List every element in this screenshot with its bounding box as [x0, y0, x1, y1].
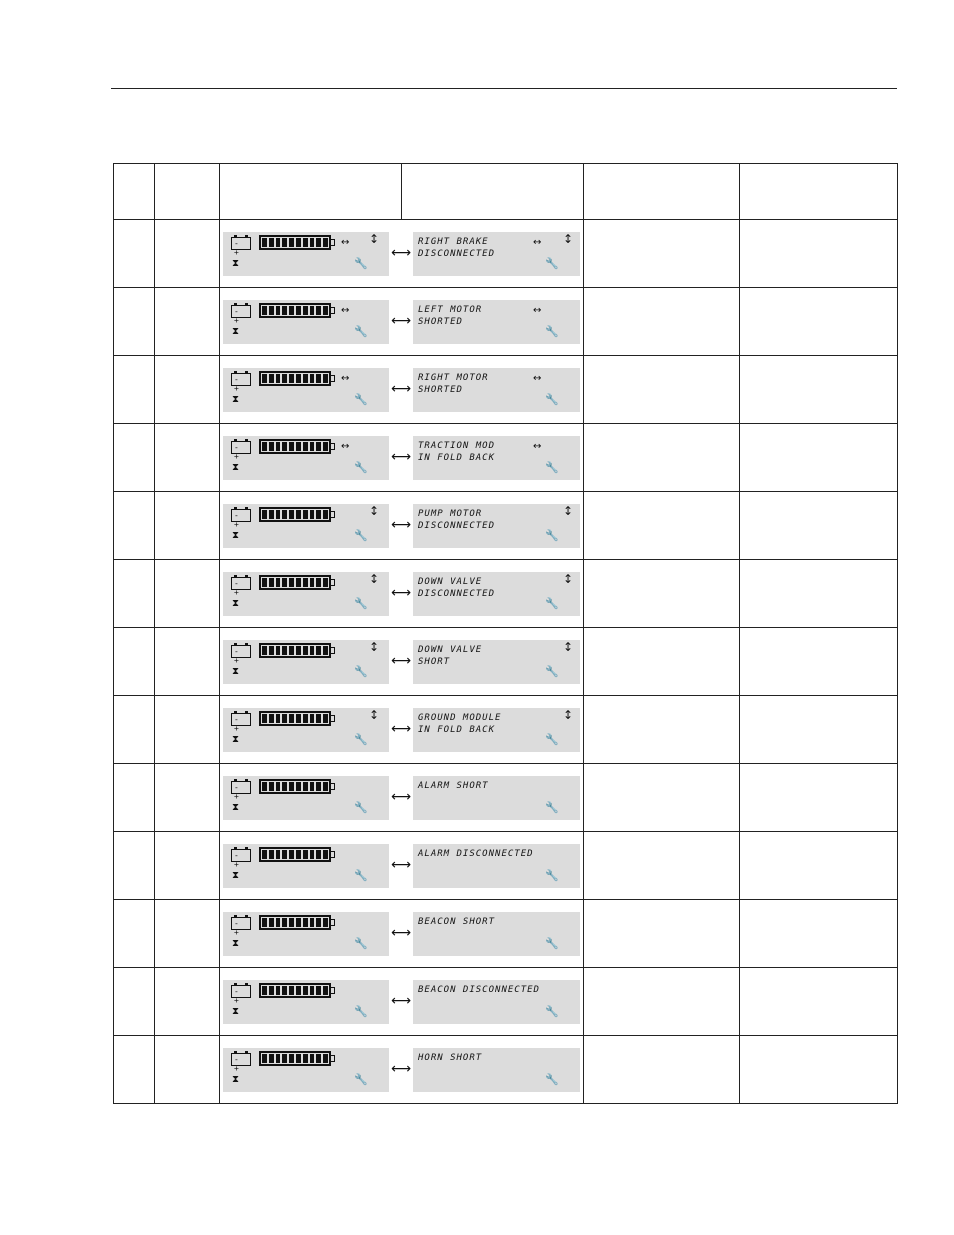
fault-line-2: SHORTED — [418, 385, 463, 395]
cell-blank-5 — [584, 900, 740, 968]
valve-out-icon: ↕ — [369, 708, 380, 722]
display-cell — [220, 560, 584, 628]
fault-message — [418, 576, 495, 600]
battery-gauge — [259, 643, 331, 658]
wrench-icon: 🔧 — [545, 597, 559, 610]
cell-blank-6 — [740, 356, 898, 424]
double-arrow-icon: ⟷ — [390, 585, 412, 601]
cell-blank-6 — [740, 696, 898, 764]
battery-gauge — [259, 1051, 331, 1066]
double-arrow-icon: ⟷ — [390, 517, 412, 533]
battery-gauge — [259, 575, 331, 590]
valve-out-icon: ↕ — [563, 572, 574, 586]
table-row — [114, 492, 898, 560]
valve-out-icon: ↕ — [563, 504, 574, 518]
hourglass-icon: ⧗ — [232, 870, 240, 881]
cell-blank-2 — [155, 356, 220, 424]
table-row — [114, 1036, 898, 1104]
battery-gauge-tip — [331, 307, 335, 314]
valve-out-icon: ↕ — [563, 640, 574, 654]
battery-gauge — [259, 235, 331, 250]
battery-gauge-tip — [331, 511, 335, 518]
table-row — [114, 424, 898, 492]
cell-blank-6 — [740, 764, 898, 832]
lcd-panel-fault — [413, 300, 580, 344]
wrench-icon: 🔧 — [545, 869, 559, 882]
motor-out-icon: ↔ — [341, 237, 349, 248]
wrench-icon: 🔧 — [354, 869, 368, 882]
cell-blank-5 — [584, 220, 740, 288]
battery-gauge-tip — [331, 647, 335, 654]
lcd-panel-fault — [413, 844, 580, 888]
table-row — [114, 560, 898, 628]
hourglass-icon: ⧗ — [232, 734, 240, 745]
valve-out-icon: ↕ — [369, 504, 380, 518]
lcd-panel-fault — [413, 912, 580, 956]
table-row — [114, 288, 898, 356]
double-arrow-icon: ⟷ — [390, 993, 412, 1009]
wrench-icon: 🔧 — [354, 1073, 368, 1086]
cell-blank-5 — [584, 628, 740, 696]
double-arrow-icon: ⟷ — [390, 925, 412, 941]
wrench-icon: 🔧 — [354, 257, 368, 270]
display-cell — [220, 968, 584, 1036]
fault-message — [418, 780, 489, 792]
valve-out-icon: ↕ — [369, 640, 380, 654]
double-arrow-icon: ⟷ — [390, 857, 412, 873]
fault-message — [418, 508, 495, 532]
cell-blank-2 — [155, 696, 220, 764]
fault-line-1: DOWN VALVE — [418, 577, 483, 587]
motor-out-icon: ↔ — [341, 373, 349, 384]
fault-line-1: TRACTION MOD — [418, 441, 496, 451]
display-cell — [220, 832, 584, 900]
wrench-icon: 🔧 — [545, 461, 559, 474]
display-cell — [220, 764, 584, 832]
cell-blank-6 — [740, 288, 898, 356]
lcd-panel-normal — [223, 504, 389, 548]
wrench-icon: 🔧 — [354, 597, 368, 610]
fault-line-2: DISCONNECTED — [418, 521, 496, 531]
wrench-icon: 🔧 — [545, 665, 559, 678]
fault-line-1: LEFT MOTOR — [418, 305, 483, 315]
cell-blank-5 — [584, 492, 740, 560]
display-cell — [220, 628, 584, 696]
battery-gauge — [259, 371, 331, 386]
display-cell — [220, 288, 584, 356]
cell-blank-6 — [740, 900, 898, 968]
battery-icon: - + — [231, 781, 251, 794]
cell-blank-5 — [584, 832, 740, 900]
wrench-icon: 🔧 — [545, 325, 559, 338]
fault-message — [418, 236, 495, 260]
cell-blank-1 — [114, 628, 155, 696]
battery-icon: - + — [231, 917, 251, 930]
header-cell-2 — [155, 164, 220, 220]
fault-message — [418, 916, 495, 928]
wrench-icon: 🔧 — [354, 733, 368, 746]
cell-blank-5 — [584, 560, 740, 628]
cell-blank-2 — [155, 288, 220, 356]
cell-blank-5 — [584, 968, 740, 1036]
cell-blank-1 — [114, 764, 155, 832]
battery-gauge-tip — [331, 919, 335, 926]
double-arrow-icon: ⟷ — [390, 721, 412, 737]
battery-icon: - + — [231, 849, 251, 862]
display-cell — [220, 492, 584, 560]
table-row — [114, 832, 898, 900]
battery-gauge — [259, 439, 331, 454]
fault-message — [418, 440, 495, 464]
fault-line-2: IN FOLD BACK — [418, 725, 496, 735]
cell-blank-2 — [155, 560, 220, 628]
cell-blank-1 — [114, 220, 155, 288]
cell-blank-2 — [155, 968, 220, 1036]
cell-blank-2 — [155, 424, 220, 492]
lcd-panel-normal — [223, 1048, 389, 1092]
display-cell — [220, 220, 584, 288]
battery-icon: - + — [231, 985, 251, 998]
header-cell-6 — [740, 164, 898, 220]
valve-out-icon: ↕ — [563, 708, 574, 722]
cell-blank-1 — [114, 424, 155, 492]
battery-gauge — [259, 983, 331, 998]
valve-out-icon: ↕ — [369, 232, 380, 246]
fault-line-1: BEACON SHORT — [418, 917, 496, 927]
lcd-panel-normal — [223, 980, 389, 1024]
table-row — [114, 764, 898, 832]
lcd-panel-fault — [413, 776, 580, 820]
wrench-icon: 🔧 — [545, 257, 559, 270]
wrench-icon: 🔧 — [354, 801, 368, 814]
fault-line-1: GROUND MODULE — [418, 713, 502, 723]
fault-line-2: DISCONNECTED — [418, 589, 496, 599]
header-cell-1 — [114, 164, 155, 220]
lcd-panel-fault — [413, 436, 580, 480]
fault-message — [418, 644, 482, 668]
wrench-icon: 🔧 — [354, 461, 368, 474]
hourglass-icon: ⧗ — [232, 666, 240, 677]
double-arrow-icon: ⟷ — [390, 449, 412, 465]
hourglass-icon: ⧗ — [232, 462, 240, 473]
table-row — [114, 220, 898, 288]
lcd-panel-fault — [413, 708, 580, 752]
fault-line-1: RIGHT BRAKE — [418, 237, 489, 247]
header-cell-3 — [220, 164, 402, 220]
fault-line-2: IN FOLD BACK — [418, 453, 496, 463]
fault-line-2: SHORT — [418, 657, 451, 667]
battery-gauge — [259, 303, 331, 318]
hourglass-icon: ⧗ — [232, 530, 240, 541]
header-rule — [111, 88, 897, 89]
cell-blank-1 — [114, 696, 155, 764]
fault-message — [418, 712, 501, 736]
cell-blank-6 — [740, 560, 898, 628]
cell-blank-2 — [155, 900, 220, 968]
cell-blank-5 — [584, 288, 740, 356]
lcd-panel-normal — [223, 368, 389, 412]
cell-blank-1 — [114, 832, 155, 900]
motor-out-icon: ↔ — [533, 373, 541, 384]
wrench-icon: 🔧 — [545, 1073, 559, 1086]
lcd-panel-normal — [223, 708, 389, 752]
display-cell — [220, 356, 584, 424]
battery-gauge — [259, 711, 331, 726]
double-arrow-icon: ⟷ — [390, 789, 412, 805]
wrench-icon: 🔧 — [545, 529, 559, 542]
display-cell — [220, 1036, 584, 1104]
battery-gauge-tip — [331, 715, 335, 722]
battery-gauge-tip — [331, 1055, 335, 1062]
hourglass-icon: ⧗ — [232, 598, 240, 609]
display-cell — [220, 424, 584, 492]
motor-out-icon: ↔ — [341, 441, 349, 452]
fault-line-1: PUMP MOTOR — [418, 509, 483, 519]
cell-blank-1 — [114, 356, 155, 424]
battery-gauge-tip — [331, 443, 335, 450]
cell-blank-6 — [740, 968, 898, 1036]
double-arrow-icon: ⟷ — [390, 1061, 412, 1077]
motor-out-icon: ↔ — [341, 305, 349, 316]
valve-out-icon: ↕ — [369, 572, 380, 586]
fault-line-1: ALARM DISCONNECTED — [418, 849, 534, 859]
motor-out-icon: ↔ — [533, 441, 541, 452]
lcd-panel-fault — [413, 1048, 580, 1092]
wrench-icon: 🔧 — [545, 393, 559, 406]
display-cell — [220, 900, 584, 968]
cell-blank-1 — [114, 288, 155, 356]
lcd-panel-normal — [223, 776, 389, 820]
hourglass-icon: ⧗ — [232, 1006, 240, 1017]
cell-blank-6 — [740, 832, 898, 900]
battery-gauge-tip — [331, 375, 335, 382]
battery-gauge-tip — [331, 579, 335, 586]
cell-blank-6 — [740, 628, 898, 696]
cell-blank-2 — [155, 1036, 220, 1104]
wrench-icon: 🔧 — [354, 665, 368, 678]
motor-out-icon: ↔ — [533, 305, 541, 316]
lcd-panel-normal — [223, 640, 389, 684]
cell-blank-1 — [114, 560, 155, 628]
fault-line-2: SHORTED — [418, 317, 463, 327]
table-row — [114, 900, 898, 968]
wrench-icon: 🔧 — [545, 733, 559, 746]
lcd-panel-normal — [223, 572, 389, 616]
table-header-row — [114, 164, 898, 220]
lcd-panel-normal — [223, 844, 389, 888]
valve-out-icon: ↕ — [563, 232, 574, 246]
cell-blank-5 — [584, 696, 740, 764]
motor-out-icon: ↔ — [533, 237, 541, 248]
fault-line-1: RIGHT MOTOR — [418, 373, 489, 383]
cell-blank-5 — [584, 424, 740, 492]
battery-icon: - + — [231, 441, 251, 454]
battery-gauge — [259, 847, 331, 862]
wrench-icon: 🔧 — [354, 937, 368, 950]
battery-icon: - + — [231, 577, 251, 590]
table-row — [114, 968, 898, 1036]
fault-line-1: BEACON DISCONNECTED — [418, 985, 540, 995]
battery-gauge — [259, 915, 331, 930]
battery-gauge-tip — [331, 239, 335, 246]
wrench-icon: 🔧 — [354, 529, 368, 542]
header-cell-5 — [584, 164, 740, 220]
table-row — [114, 628, 898, 696]
fault-message — [418, 1052, 482, 1064]
fault-line-1: DOWN VALVE — [418, 645, 483, 655]
display-cell — [220, 696, 584, 764]
lcd-panel-fault — [413, 640, 580, 684]
header-cell-4 — [402, 164, 584, 220]
cell-blank-6 — [740, 424, 898, 492]
cell-blank-5 — [584, 1036, 740, 1104]
battery-icon: - + — [231, 373, 251, 386]
lcd-panel-normal — [223, 912, 389, 956]
wrench-icon: 🔧 — [354, 325, 368, 338]
cell-blank-1 — [114, 492, 155, 560]
fault-line-2: DISCONNECTED — [418, 249, 496, 259]
lcd-panel-normal — [223, 300, 389, 344]
lcd-panel-fault — [413, 504, 580, 548]
wrench-icon: 🔧 — [545, 937, 559, 950]
double-arrow-icon: ⟷ — [390, 245, 412, 261]
battery-icon: - + — [231, 305, 251, 318]
cell-blank-5 — [584, 764, 740, 832]
fault-display-table — [113, 163, 898, 1104]
battery-icon: - + — [231, 713, 251, 726]
cell-blank-2 — [155, 492, 220, 560]
lcd-panel-fault — [413, 980, 580, 1024]
hourglass-icon: ⧗ — [232, 938, 240, 949]
fault-message — [418, 848, 534, 860]
fault-line-1: ALARM SHORT — [418, 781, 489, 791]
cell-blank-1 — [114, 900, 155, 968]
lcd-panel-fault — [413, 572, 580, 616]
wrench-icon: 🔧 — [545, 1005, 559, 1018]
wrench-icon: 🔧 — [545, 801, 559, 814]
battery-gauge-tip — [331, 783, 335, 790]
wrench-icon: 🔧 — [354, 393, 368, 406]
cell-blank-1 — [114, 1036, 155, 1104]
battery-icon: - + — [231, 1053, 251, 1066]
cell-blank-2 — [155, 220, 220, 288]
hourglass-icon: ⧗ — [232, 394, 240, 405]
double-arrow-icon: ⟷ — [390, 653, 412, 669]
cell-blank-2 — [155, 832, 220, 900]
battery-icon: - + — [231, 237, 251, 250]
battery-icon: - + — [231, 645, 251, 658]
double-arrow-icon: ⟷ — [390, 381, 412, 397]
lcd-panel-normal — [223, 232, 389, 276]
battery-gauge-tip — [331, 851, 335, 858]
table-row — [114, 356, 898, 424]
table-row — [114, 696, 898, 764]
wrench-icon: 🔧 — [354, 1005, 368, 1018]
lcd-panel-normal — [223, 436, 389, 480]
battery-gauge — [259, 779, 331, 794]
battery-gauge-tip — [331, 987, 335, 994]
hourglass-icon: ⧗ — [232, 326, 240, 337]
cell-blank-6 — [740, 1036, 898, 1104]
hourglass-icon: ⧗ — [232, 802, 240, 813]
cell-blank-2 — [155, 764, 220, 832]
lcd-panel-fault — [413, 232, 580, 276]
cell-blank-6 — [740, 220, 898, 288]
cell-blank-2 — [155, 628, 220, 696]
fault-message — [418, 304, 482, 328]
hourglass-icon: ⧗ — [232, 258, 240, 269]
cell-blank-1 — [114, 968, 155, 1036]
lcd-panel-fault — [413, 368, 580, 412]
hourglass-icon: ⧗ — [232, 1074, 240, 1085]
double-arrow-icon: ⟷ — [390, 313, 412, 329]
fault-line-1: HORN SHORT — [418, 1053, 483, 1063]
fault-message — [418, 372, 489, 396]
battery-icon: - + — [231, 509, 251, 522]
cell-blank-6 — [740, 492, 898, 560]
fault-message — [418, 984, 540, 996]
battery-gauge — [259, 507, 331, 522]
cell-blank-5 — [584, 356, 740, 424]
